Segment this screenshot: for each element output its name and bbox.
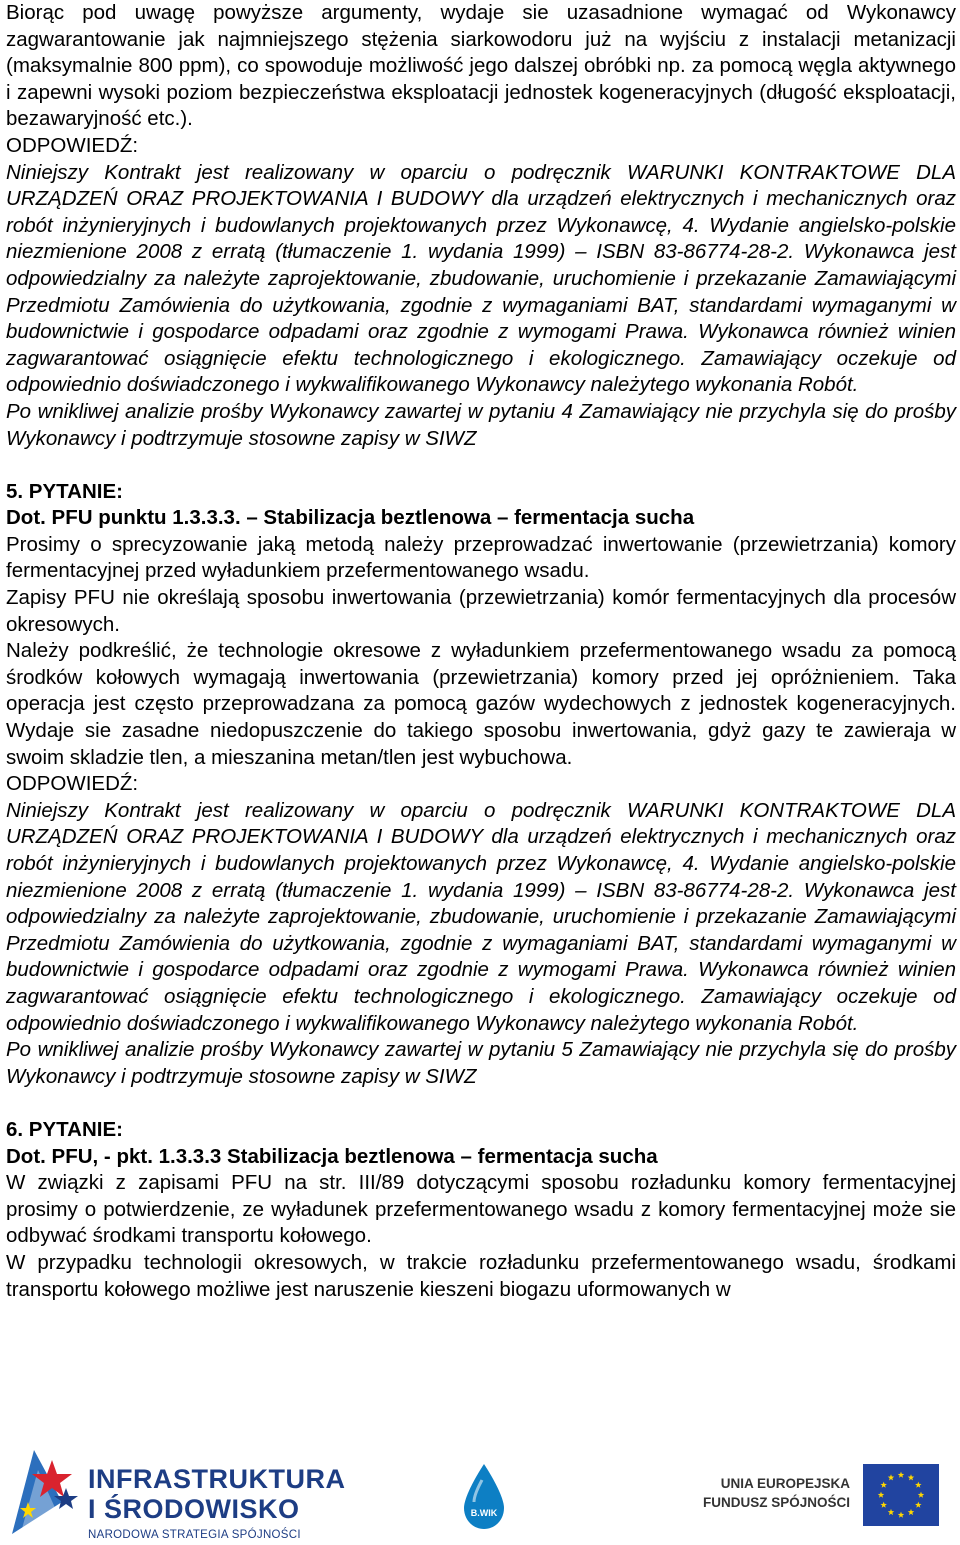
- question-6-paragraph-1: W związki z zapisami PFU na str. III/89 dotyczącymi sposobu rozładunku komory fermentacyjnej prosimy o potwierdzenie, ze wyładunek przefermentowanego wsadu z komory fermentacyjnej może sie odbywać środkami transportu kołowego.: [6, 1171, 956, 1248]
- question-6-number: 6. PYTANIE:: [6, 1117, 123, 1141]
- answer-heading-2: ODPOWIEDŹ:: [6, 772, 139, 796]
- paragraph-intro: Biorąc pod uwagę powyższe argumenty, wydaje sie uzasadnione wymagać od Wykonawcy zagwarantowanie jak najmniejszego stężenia siarkowodoru już na wyjściu z instalacji metanizacji (maksymalnie 800 ppm), co spowoduje możliwość jego dalszej obróbki np. za pomocą węgla aktywnego i zapewni wysoki poziom bezpieczeństwa eksploatacji jednostek kogeneracyjnych (długość eksploatacji, bezawaryjność etc.).: [6, 1, 956, 131]
- question-5-number: 5. PYTANIE:: [6, 479, 123, 503]
- question-6-paragraph-2: W przypadku technologii okresowych, w trakcie rozładunku przefermentowanego wsadu, środkami transportu kołowego możliwe jest naruszenie kieszeni biogazu uformowanych w: [6, 1250, 956, 1301]
- infrastruktura-srodowisko-logo: [8, 1444, 346, 1541]
- eu-flag-icon: [863, 1464, 939, 1526]
- footer-logos: [0, 1440, 960, 1545]
- question-5-paragraph-1: Prosimy o sprecyzowanie jaką metodą należy przeprowadzać inwertowanie (przewietrzania) komory fermentacyjnej przed wyładunkiem przefermentowanego wsadu.: [6, 532, 956, 583]
- eu-cohesion-fund-logo: [680, 1460, 950, 1530]
- answer-2-contract-basis: Niniejszy Kontrakt jest realizowany w oparciu o podręcznik WARUNKI KONTRAKTOWE DLA URZĄDZEŃ ORAZ PROJEKTOWANIA I BUDOWY dla urządzeń elektrycznych i mechanicznych oraz robót inżynieryjnych i budowlanych projektowanych przez Wykonawcę, 4. Wydanie angielsko-polskie niezmienione 2008 z erratą (tłumaczenie 1. wydania 1999) – ISBN 83-86774-28-2.: [6, 798, 956, 902]
- answer-heading-1: ODPOWIEDŹ:: [6, 133, 139, 157]
- spacer: [6, 1090, 956, 1117]
- answer-2-contractor-responsibility: Wykonawca jest odpowiedzialny za należyte zaprojektowanie, zbudowanie, uruchomienie i przekazanie Zamawiającymi Przedmiotu Zamówienia do użytkowania, zgodnie z wymaganiami BAT, standardami wymaganymi w budownictwie i gospodarce odpadami oraz zgodnie z wymogami Prawa. Wykonawca również winien zagwarantować osiągnięcie efektu technologicznego i ekologicznego. Zamawiający oczekuje od odpowiednio doświadczonego i wykwalifikowanego Wykonawcy należytego wykonania Robót.: [6, 878, 956, 1035]
- answer-1-contract-basis: Niniejszy Kontrakt jest realizowany w oparciu o podręcznik WARUNKI KONTRAKTOWE DLA URZĄDZEŃ ORAZ PROJEKTOWANIA I BUDOWY dla urządzeń elektrycznych i mechanicznych oraz robót inżynieryjnych i budowlanych projektowanych przez Wykonawcę, 4. Wydanie angielsko-polskie niezmienione 2008 z erratą (tłumaczenie 1. wydania 1999) – ISBN 83-86774-28-2.: [6, 160, 956, 264]
- eu-logo-line-1: UNIA EUROPEJSKA: [720, 1476, 850, 1491]
- question-6-title: Dot. PFU, - pkt. 1.3.3.3 Stabilizacja beztlenowa – fermentacja sucha: [6, 1144, 658, 1168]
- answer-1-contractor-responsibility: Wykonawca jest odpowiedzialny za należyte zaprojektowanie, zbudowanie, uruchomienie i przekazanie Zamawiającymi Przedmiotu Zamówienia do użytkowania, zgodnie z wymaganiami BAT, standardami wymaganymi w budownictwie i gospodarce odpadami oraz zgodnie z wymogami Prawa. Wykonawca również winien zagwarantować osiągnięcie efektu technologicznego i ekologicznego. Zamawiający oczekuje od odpowiednio doświadczonego i wykwalifikowanego Wykonawcy należytego wykonania Robót.: [6, 240, 956, 397]
- logo-is-line-2: I ŚRODOWISKO: [88, 1494, 300, 1524]
- logo-is-line-3: NARODOWA STRATEGIA SPÓJNOŚCI: [88, 1529, 301, 1541]
- question-5-paragraph-2: Zapisy PFU nie określają sposobu inwertowania (przewietrzania) komór fermentacyjnych dla procesów okresowych.: [6, 586, 956, 636]
- answer-2-conclusion: Po wnikliwej analizie prośby Wykonawcy zawartej w pytaniu 5 Zamawiający nie przychyla się do prośby Wykonawcy i podtrzymuje stosowne zapisy w SIWZ: [6, 1038, 956, 1088]
- logo-is-line-1: INFRASTRUKTURA: [88, 1464, 346, 1494]
- eu-logo-line-2: FUNDUSZ SPÓJNOŚCI: [702, 1495, 850, 1510]
- water-drop-logo: [460, 1462, 508, 1532]
- document-body: [6, 0, 956, 1303]
- answer-1-text: [6, 160, 956, 399]
- question-5-title: Dot. PFU punktu 1.3.3.3. – Stabilizacja beztlenowa – fermentacja sucha: [6, 506, 695, 530]
- answer-1-conclusion: Po wnikliwej analizie prośby Wykonawcy zawartej w pytaniu 4 Zamawiający nie przychyla się do prośby Wykonawcy i podtrzymuje stosowne zapisy w SIWZ: [6, 399, 956, 450]
- question-5-paragraph-3: Należy podkreślić, że technologie okresowe z wyładunkiem przefermentowanego wsadu za pomocą środków kołowych wymagają inwertowania (przewietrzania) komory przed jej opróżnieniem. Taka operacja jest często przeprowadzana za pomocą gazów wydechowych z jednostek kogeneracyjnych. Wydaje sie zasadne niedopuszczenie do takiego sposobu inwertowania, gdyż gazy te zawieraja w swoim skladzie tlen, a mieszanina metan/tlen jest wybuchowa.: [6, 639, 956, 769]
- spacer: [6, 452, 956, 479]
- answer-2-text: [6, 798, 956, 1037]
- eu-logo-text: [680, 1474, 850, 1512]
- drop-logo-text: B.WIK: [470, 1508, 498, 1518]
- infrastruktura-logo-text: [88, 1464, 346, 1543]
- water-drop-icon: [460, 1462, 508, 1532]
- star-swoosh-icon: [8, 1444, 88, 1540]
